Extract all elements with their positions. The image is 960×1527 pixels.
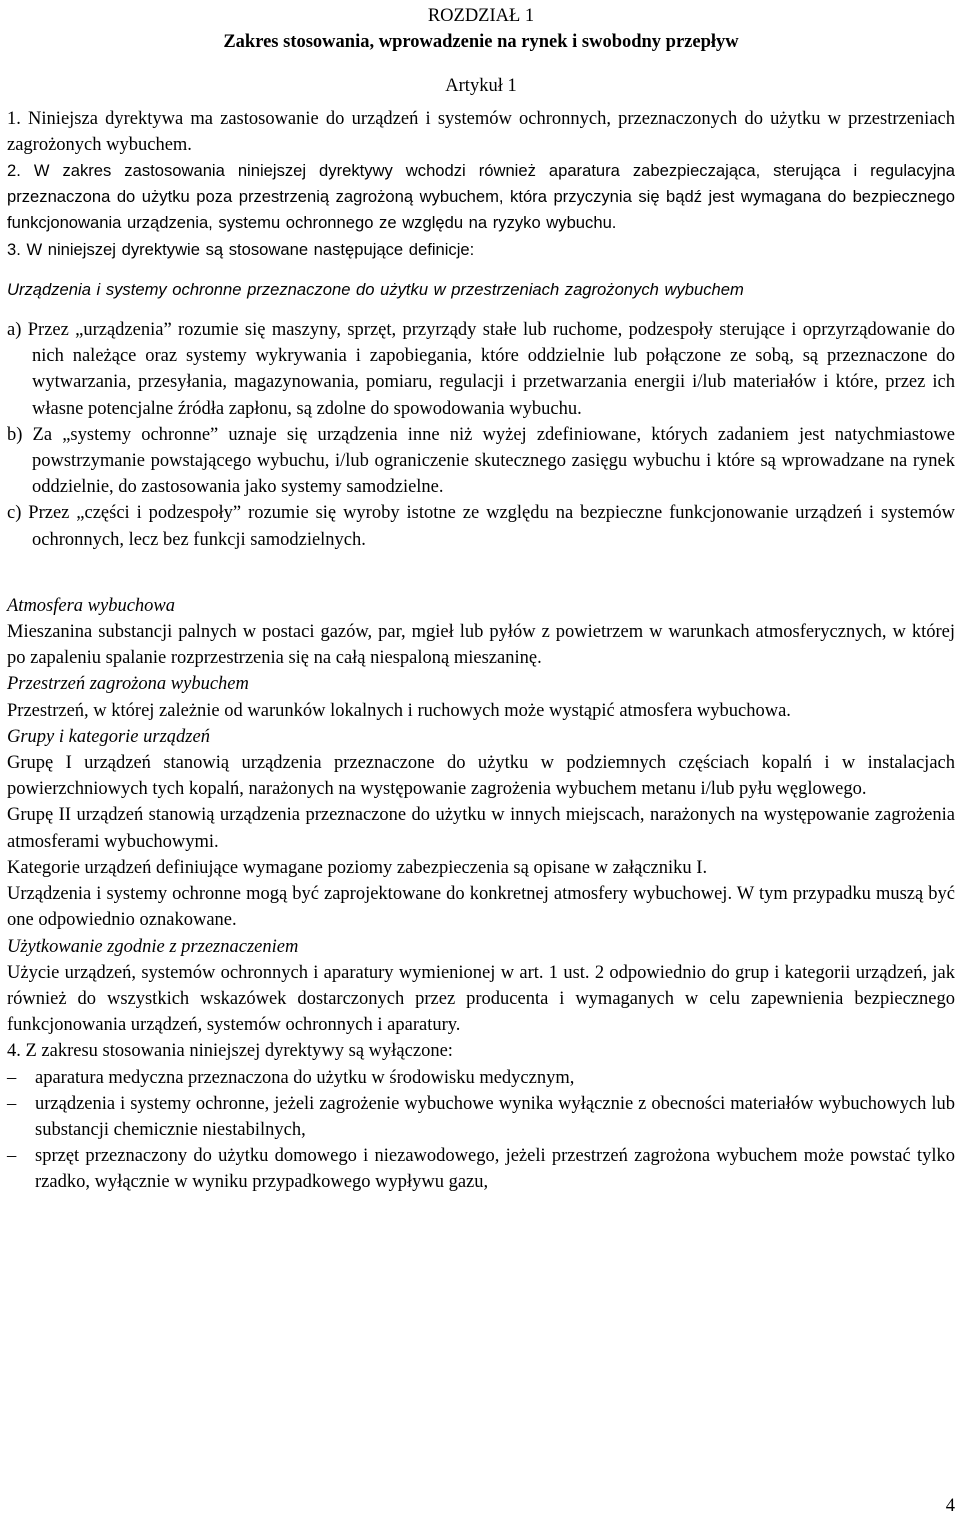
article-point-2: 2. W zakres zastosowania niniejszej dyrektywy wchodzi również aparatura zabezpieczająca, sterująca i regulacyjna przeznaczona do użytku poza przestrzenią zagrożoną wybuchem, która przyczynia się bądź jest wymagana do bezpiecznego funkcjonowania urządzenia, systemu ochronnego ze względu na ryzyko wybuchu. [7,161,955,233]
definition-item-c: c) Przez „części i podzespoły” rozumie się wyroby istotne ze względu na bezpieczne funkcjonowanie urządzeń i systemów ochronnych, lecz bez funkcji samodzielnych. [7,503,955,550]
definition-text-hazardous-area: Przestrzeń, w której zależnie od warunków lokalnych i ruchowych może wystąpić atmosfera wybuchowa. [7,700,791,721]
exclusion-item: – aparatura medyczna przeznaczona do użytku w środowisku medycznym, [7,1065,955,1091]
definition-item-b: b) Za „systemy ochronne” uznaje się urządzenia inne niż wyżej zdefiniowane, których zadaniem jest natychmiastowe powstrzymanie powstającego wybuchu, i/lub ograniczenie skutecznego zasięgu wybuchu i które są wprowadzane na rynek oddzielnie, do zastosowania jako systemy samodzielne. [7,424,955,498]
groups-paragraph: Urządzenia i systemy ochronne mogą być zaprojektowane do konkretnej atmosfery wybuchowej. W tym przypadku muszą być one odpowiednio oznakowane. [7,884,955,931]
definition-heading-intended-use: Użytkowanie zgodnie z przeznaczeniem [7,936,299,957]
exclusions-intro: 4. Z zakresu stosowania niniejszej dyrektywy są wyłączone: [7,1041,453,1062]
definition-item-a: a) Przez „urządzenia” rozumie się maszyny, sprzęt, przyrządy stałe lub ruchome, podzespoły sterujące i oprzyrządowanie do nich należące oraz systemy wykrywania i zapobiegania, które oddzielnie lub połączone ze sobą, są przeznaczone do wytwarzania, przesyłania, magazynowania, pomiaru, regulacji i przetwarzania energii i/lub materiałów i które, przez ich własne potencjalne źródła zapłonu, są zdolne do spowodowania wybuchu. [7,320,955,419]
groups-paragraph: Grupę II urządzeń stanowią urządzenia przeznaczone do użytku w innych miejscach, narażonych na występowanie zagrożenia atmosferami wybuchowymi. [7,805,955,852]
definition-heading-atmosphere: Atmosfera wybuchowa [7,595,176,616]
document-page [7,0,955,1196]
definition-text-intended-use: Użycie urządzeń, systemów ochronnych i aparatury wymienionej w art. 1 ust. 2 odpowiednio do grup i kategorii urządzeń, jak również do wszystkich wskazówek dostarczonych przez producenta i wymaganych w celu zapewnienia bezpiecznego funkcjonowania urządzeń, systemów ochronnych i aparatury. [7,962,955,1036]
definition-heading-hazardous-area: Przestrzeń zagrożona wybuchem [7,674,249,695]
definition-heading-groups: Grupy i kategorie urządzeń [7,726,210,747]
exclusion-item: – sprzęt przeznaczony do użytku domowego i niezawodowego, jeżeli przestrzeń zagrożona wybuchem może powstać tylko rzadko, wyłącznie w wyniku przypadkowego wypływu gazu, [7,1143,955,1195]
article-heading: Artykuł 1 [445,76,517,97]
section-heading-devices: Urządzenia i systemy ochronne przeznaczone do użytku w przestrzeniach zagrożonych wybuchem [7,279,744,299]
chapter-subtitle: Zakres stosowania, wprowadzenie na rynek i swobodny przepływ [223,32,739,53]
groups-paragraph: Grupę I urządzeń stanowią urządzenia przeznaczone do użytku w podziemnych częściach kopalń i w instalacjach powierzchniowych tych kopalń, narażonych na występowanie zagrożenia wybuchem metanu i/lub pyłu węglowego. [7,753,955,800]
article-point-1: 1. Niniejsza dyrektywa ma zastosowanie do urządzeń i systemów ochronnych, przeznaczonych do użytku w przestrzeniach zagrożonych wybuchem. [7,108,955,155]
exclusion-item: – urządzenia i systemy ochronne, jeżeli zagrożenie wybuchowe wynika wyłącznie z obecności materiałów wybuchowych lub substancji chemicznie niestabilnych, [7,1091,955,1143]
page-number: 4 [945,1496,955,1516]
exclusions-list [7,1065,955,1196]
article-point-3: 3. W niniejszej dyrektywie są stosowane następujące definicje: [7,239,475,259]
groups-paragraph: Kategorie urządzeń definiujące wymagane poziomy zabezpieczenia są opisane w załączniku I. [7,857,708,878]
chapter-title: ROZDZIAŁ 1 [427,6,535,26]
definition-text-atmosphere: Mieszanina substancji palnych w postaci gazów, par, mgieł lub pyłów z powietrzem w warunkach atmosferycznych, w której po zapaleniu spalanie rozprzestrzenia się na całą niespaloną mieszaninę. [7,622,955,669]
